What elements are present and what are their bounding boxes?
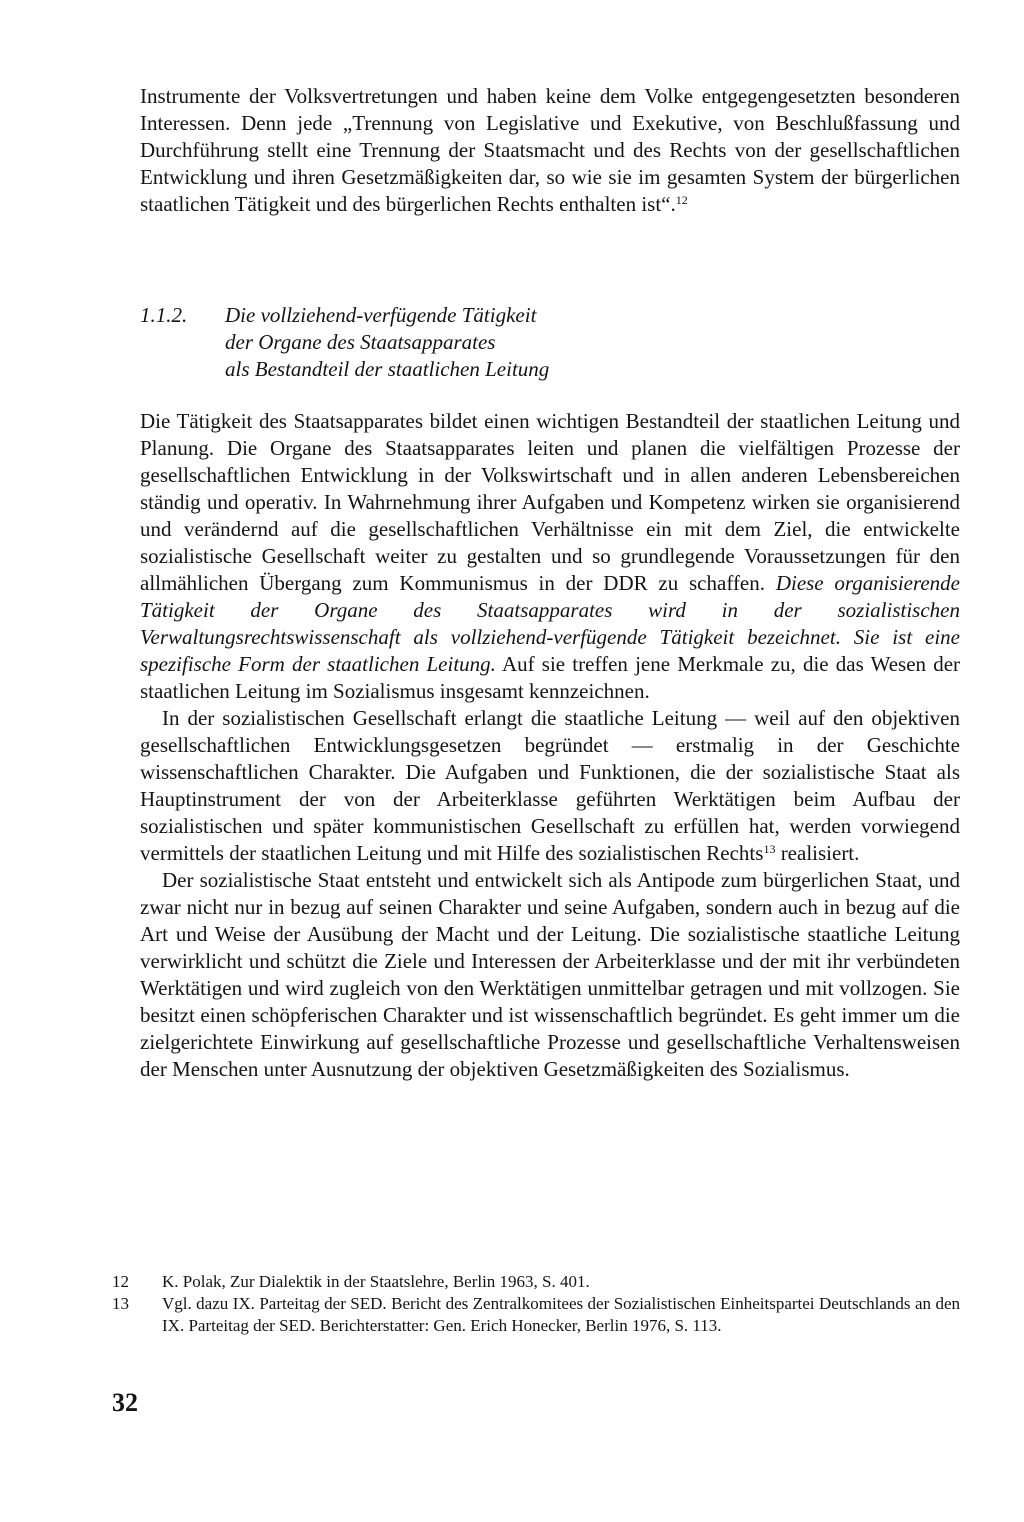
paragraph-1-part-2: Auf sie treffen jene Merkmale zu, die das Wesen der staatlichen Leitung im Sozialismus insgesamt kennzeichnen. — [140, 652, 961, 703]
paragraph-2 — [140, 705, 960, 867]
footnote-ref-13: 13 — [763, 842, 776, 856]
footnotes — [112, 1271, 960, 1337]
section-number: 1.1.2. — [140, 303, 188, 327]
paragraph-1-part-1: Die Tätigkeit des Staatsapparates bildet einen wichtigen Bestandteil der staatlichen Leitung und Planung. Die Organe des Staatsapparates leiten und planen die vielfältigen Prozesse der gesellschaftlichen Entwicklung in der Volkswirtschaft und in allen anderen Lebensbereichen ständig und operativ. In Wahrnehmung ihrer Aufgaben und Kompetenz wirken sie organisierend und verändernd auf die gesellschaftlichen Verhältnisse ein mit dem Ziel, die entwickelte sozialistische Gesellschaft weiter zu gestalten und so grundlegende Voraussetzungen für den allmählichen Übergang zum Kommunismus in der DDR zu schaffen. — [140, 409, 960, 595]
section-title-line-3: als Bestandteil der staatlichen Leitung — [225, 357, 550, 381]
footnote-12-text: K. Polak, Zur Dialektik in der Staatslehre, Berlin 1963, S. 401. — [162, 1272, 590, 1291]
top-paragraph — [140, 83, 960, 218]
paragraph-2-text-end: realisiert. — [780, 841, 860, 865]
footnote-ref-12: 12 — [675, 193, 688, 207]
paragraph-3-text: Der sozialistische Staat entsteht und entwickelt sich als Antipode zum bürgerlichen Staat, und zwar nicht nur in bezug auf seinen Charakter und seine Aufgaben, sondern auch in bezug auf die Art und Weise der Ausübung der Macht und der Leitung. Die sozialistische staatliche Leitung verwirklicht und schützt die Ziele und Interessen der Arbeiterklasse und der mit ihr verbündeten Werktätigen und wird zugleich von den Werktätigen unmittelbar getragen und mit vollzogen. Sie besitzt einen schöpferischen Charakter und ist wissenschaftlich begründet. Es geht immer um die zielgerichtete Einwirkung auf gesellschaftliche Prozesse und gesellschaftliche Verhaltensweisen der Menschen unter Ausnutzung der objektiven Gesetzmäßigkeiten des Sozialismus. — [140, 868, 960, 1081]
paragraph-3 — [140, 867, 960, 1083]
section-title — [225, 302, 925, 383]
paragraph-1-italic: Diese organisierende Tätigkeit der Organe des Staatsapparates wird in der sozialistischen Verwaltungsrechtswissenschaft als vollziehend-verfügende Tätigkeit bezeichnet. Sie ist eine spezifische Form der staatlichen Leitung. — [140, 571, 961, 676]
paragraph-2-text: In der sozialistischen Gesellschaft erlangt die staatliche Leitung — weil auf den objektiven gesellschaftlichen Entwicklungsgesetzen begründet — erstmalig in der Geschichte wissenschaftlichen Charakter. Die Aufgaben und Funktionen, die der sozialistische Staat als Hauptinstrument der von der Arbeiterklasse geführten Werktätigen beim Aufbau der sozialistischen und später kommunistischen Gesellschaft zu erfüllen hat, werden vorwiegend vermittels der staatlichen Leitung und mit Hilfe des sozialistischen Rechts — [140, 706, 960, 865]
footnote-13-text: Vgl. dazu IX. Parteitag der SED. Bericht des Zentralkomitees der Sozialistischen Einheitspartei Deutschlands an den IX. Parteitag der SED. Berichterstatter: Gen. Erich Honecker, Berlin 1976, S. 113. — [162, 1294, 960, 1335]
footnote-13 — [112, 1293, 960, 1337]
body-text-block — [140, 408, 960, 1083]
footnote-12-number: 12 — [112, 1272, 129, 1291]
section-title-line-2: der Organe des Staatsapparates — [225, 330, 496, 354]
section-title-line-1: Die vollziehend-verfügende Tätigkeit — [225, 303, 537, 327]
top-paragraph-block — [140, 83, 960, 218]
footnote-13-number: 13 — [112, 1294, 129, 1313]
paragraph-1 — [140, 408, 960, 705]
page-number: 32 — [112, 1388, 138, 1417]
footnote-12 — [112, 1271, 960, 1293]
top-paragraph-text: Instrumente der Volksvertretungen und haben keine dem Volke entgegengesetzten besonderen Interessen. Denn jede „Trennung von Legislative und Exekutive, von Beschlußfassung und Durchführung stellt eine Trennung der Staatsmacht und des Rechts von der gesellschaftlichen Entwicklung und ihren Gesetzmäßigkeiten dar, so wie sie im gesamten System der bürgerlichen staatlichen Tätigkeit und des bürgerlichen Rechts enthalten ist“. — [140, 84, 960, 216]
